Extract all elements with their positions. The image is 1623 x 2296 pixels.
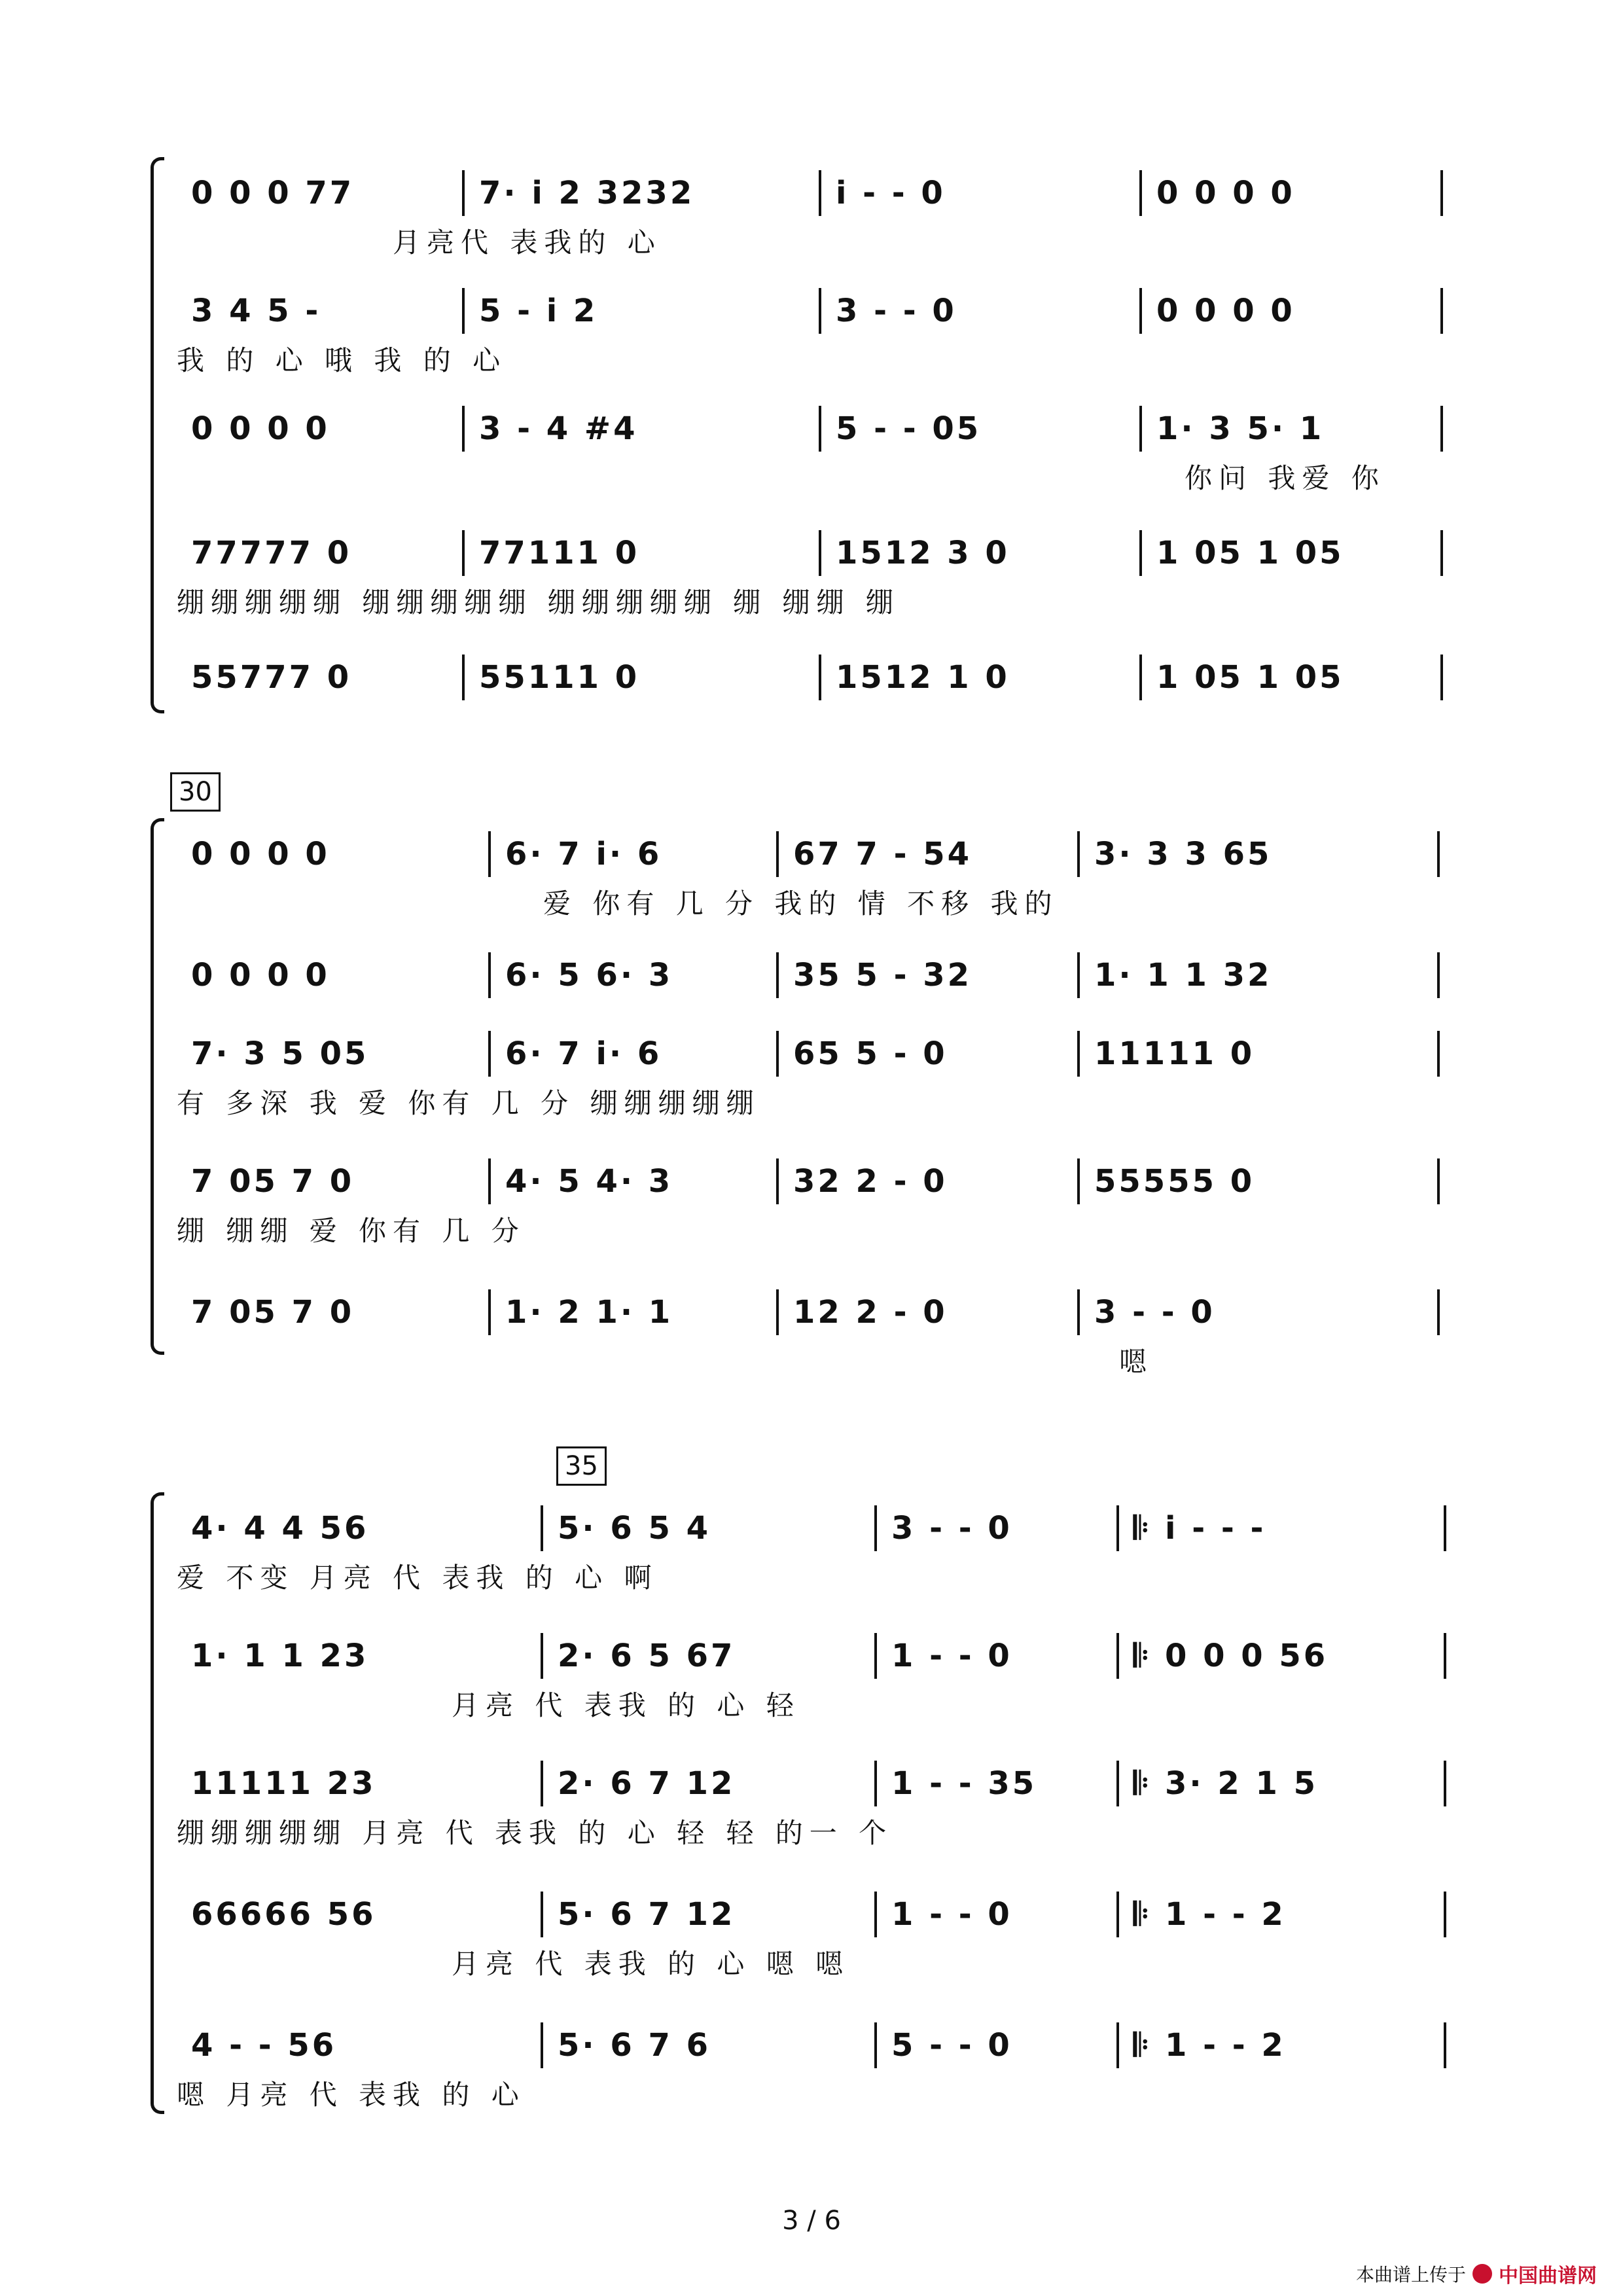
- system-brace: [151, 157, 164, 713]
- system-brace: [151, 818, 164, 1355]
- measure-notes: 0 0 0 0: [191, 957, 330, 994]
- measure-notes: 1· 2 1· 1: [505, 1294, 673, 1331]
- measure-notes: 5· 6 5 4: [558, 1510, 711, 1547]
- footer-text: 本曲谱上传于: [1355, 2264, 1466, 2286]
- footer-brand: 中国曲谱网: [1499, 2265, 1597, 2287]
- system-2: [151, 812, 1479, 1378]
- measure-notes: 55777 0: [191, 659, 352, 696]
- measure-notes: 1512 3 0: [836, 535, 1010, 571]
- staff-row: [177, 1158, 1479, 1247]
- staff-row: [177, 288, 1479, 376]
- measure-notes: 55111 0: [479, 659, 640, 696]
- measure-notes: 12 2 - 0: [793, 1294, 948, 1331]
- measure-notes: 1· 1 1 32: [1094, 957, 1272, 994]
- staff-row: [177, 655, 1479, 713]
- measure-notes: 1· 1 1 23: [191, 1638, 369, 1674]
- staff-row: [177, 1031, 1479, 1119]
- measure-notes: 𝄆 1 - - 2: [1133, 1895, 1286, 1933]
- measure-notes: 7 05 7 0: [191, 1163, 355, 1200]
- lyric-line: 爱 不变 月亮 代 表我 的 心 啊: [177, 1562, 658, 1594]
- measure-notes: 66666 56: [191, 1896, 376, 1933]
- measure-notes: 7· i 2 3232: [479, 175, 695, 211]
- measure-notes: 1 - - 0: [891, 1896, 1012, 1933]
- measure-notes: 𝄆 0 0 0 56: [1133, 1637, 1329, 1674]
- measure-notes: 𝄆 1 - - 2: [1133, 2026, 1286, 2064]
- measure-notes: 1512 1 0: [836, 659, 1010, 696]
- measure-notes: 4· 5 4· 3: [505, 1163, 673, 1200]
- staff-row: [177, 170, 1479, 259]
- measure-notes: 3 - - 0: [891, 1510, 1012, 1547]
- lyric-line: 有 多深 我 爱 你有 几 分 绷绷绷绷绷: [177, 1087, 760, 1119]
- measure-notes: 3 - 4 #4: [479, 410, 638, 447]
- measure-notes: 𝄆 3· 2 1 5: [1133, 1765, 1318, 1802]
- lyric-line: 月亮代 表我的 心: [393, 226, 662, 259]
- system-3: [151, 1486, 1479, 2127]
- measure-notes: 3 - - 0: [836, 293, 957, 329]
- measure-notes: 1 05 1 05: [1156, 535, 1344, 571]
- measure-notes: 11111 0: [1094, 1035, 1255, 1072]
- measure-notes: 1 - - 35: [891, 1765, 1037, 1802]
- staff-row: [177, 831, 1479, 920]
- staff-row: [177, 952, 1479, 1011]
- measure-notes: 3· 3 3 65: [1094, 836, 1272, 872]
- measure-notes: 2· 6 7 12: [558, 1765, 736, 1802]
- measure-notes: 4· 4 4 56: [191, 1510, 369, 1547]
- page-number: 3 / 6: [782, 2206, 841, 2236]
- system-brace: [151, 1492, 164, 2114]
- measure-notes: 5 - - 0: [891, 2027, 1012, 2064]
- measure-notes: 3 4 5 -: [191, 293, 321, 329]
- measure-notes: 7 05 7 0: [191, 1294, 355, 1331]
- measure-notes: 0 0 0 77: [191, 175, 355, 211]
- staff-row: [177, 1289, 1479, 1378]
- staff-row: [177, 1761, 1479, 1849]
- staff-row: [177, 1633, 1479, 1721]
- measure-notes: 77777 0: [191, 535, 352, 571]
- site-logo-icon: [1472, 2264, 1492, 2284]
- measure-notes: 65 5 - 0: [793, 1035, 948, 1072]
- measure-notes: 67 7 - 54: [793, 836, 972, 872]
- measure-notes: 0 0 0 0: [1156, 175, 1295, 211]
- lyric-line: 嗯: [1119, 1346, 1154, 1378]
- lyric-line: 绷绷绷绷绷 绷绷绷绷绷 绷绷绷绷绷 绷 绷绷 绷: [177, 586, 900, 619]
- measure-notes: 6· 7 i· 6: [505, 836, 662, 872]
- rehearsal-mark: 35: [556, 1446, 607, 1486]
- measure-notes: 5 - i 2: [479, 293, 598, 329]
- measure-notes: 32 2 - 0: [793, 1163, 948, 1200]
- measure-notes: 6· 7 i· 6: [505, 1035, 662, 1072]
- measure-notes: 1 05 1 05: [1156, 659, 1344, 696]
- lyric-line: 绷 绷绷 爱 你有 几 分: [177, 1215, 526, 1247]
- measure-notes: i - - 0: [836, 175, 946, 211]
- measure-notes: 0 0 0 0: [191, 836, 330, 872]
- measure-notes: 0 0 0 0: [1156, 293, 1295, 329]
- rehearsal-mark: 30: [170, 772, 221, 812]
- measure-notes: 7· 3 5 05: [191, 1035, 369, 1072]
- measure-notes: 𝄆 i - - -: [1133, 1509, 1266, 1547]
- staff-row: [177, 1505, 1479, 1594]
- measure-notes: 11111 23: [191, 1765, 376, 1802]
- footer: [1356, 2259, 1597, 2288]
- lyric-line: 嗯 月亮 代 表我 的 心: [177, 2079, 526, 2111]
- measure-notes: 5· 6 7 6: [558, 2027, 711, 2064]
- lyric-line: 月亮 代 表我 的 心 轻: [452, 1689, 800, 1721]
- lyric-line: 月亮 代 表我 的 心 嗯 嗯: [452, 1948, 850, 1980]
- lyric-line: 我 的 心 哦 我 的 心: [177, 344, 507, 376]
- lyric-line: 你问 我爱 你: [1185, 462, 1385, 494]
- system-1: [151, 144, 1479, 720]
- measure-notes: 55555 0: [1094, 1163, 1255, 1200]
- lyric-line: 绷绷绷绷绷 月亮 代 表我 的 心 轻 轻 的一 个: [177, 1817, 893, 1849]
- measure-notes: 6· 5 6· 3: [505, 957, 673, 994]
- lyric-line: 爱 你有 几 分 我的 情 不移 我的: [543, 888, 1059, 920]
- measure-notes: 3 - - 0: [1094, 1294, 1215, 1331]
- measure-notes: 5 - - 05: [836, 410, 982, 447]
- staff-row: [177, 1892, 1479, 1980]
- measure-notes: 2· 6 5 67: [558, 1638, 736, 1674]
- staff-row: [177, 2022, 1479, 2111]
- staff-row: [177, 530, 1479, 619]
- measure-notes: 1· 3 5· 1: [1156, 410, 1325, 447]
- measure-notes: 4 - - 56: [191, 2027, 337, 2064]
- measure-notes: 77111 0: [479, 535, 640, 571]
- measure-notes: 35 5 - 32: [793, 957, 972, 994]
- measure-notes: 0 0 0 0: [191, 410, 330, 447]
- staff-row: [177, 406, 1479, 494]
- measure-notes: 1 - - 0: [891, 1638, 1012, 1674]
- measure-notes: 5· 6 7 12: [558, 1896, 736, 1933]
